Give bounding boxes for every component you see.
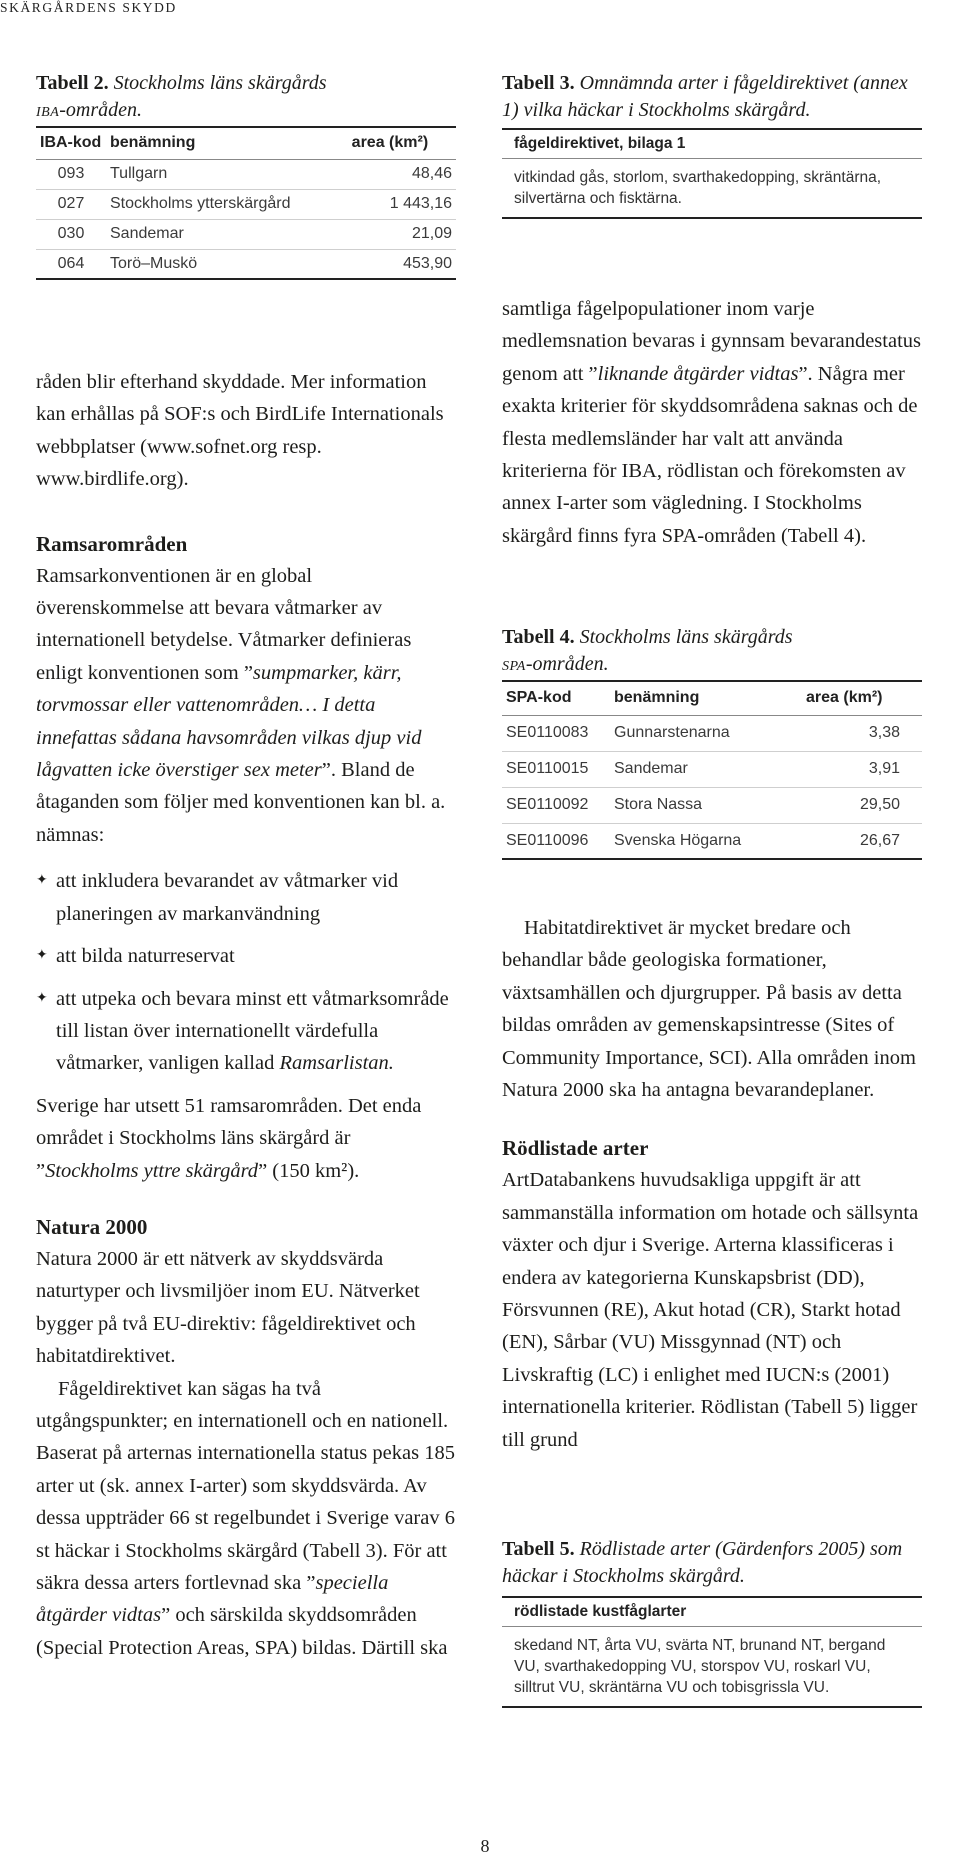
table4-header-code: SPA-kod [502,681,610,715]
table-row [502,715,922,751]
table-cell: Stockholms ytterskärgård [106,189,348,219]
bullet-text: att inkludera bevarandet av våtmarker vid planeringen av markanvändning [56,870,399,925]
table-cell: 027 [36,189,106,219]
table5-block [502,1536,922,1708]
left-para1: råden blir efterhand skyddade. Mer information kan erhållas på SOF:s och BirdLife Internationals webbplatser (www.sofnet.org resp. www.birdlife.org). [36,371,444,491]
table-row [502,823,922,859]
table-cell: 3,91 [802,751,922,787]
bullet-icon: ✦ [36,990,48,1006]
table4-header-name: benämning [610,681,802,715]
list-item [36,983,456,1080]
table-cell: Svenska Högarna [610,823,802,859]
ramsar-p1-b: ”. Bland de åtaganden som följer med konventionen kan bl. a. nämnas: [36,759,446,846]
table2-caption-sc: iba [36,99,60,121]
ramsar-p2-a: Sverige har utsett 51 ramsarområden. Det enda området i Stockholms läns skärgård är ” [36,1094,422,1182]
table4-header-area: area (km²) [802,681,922,715]
table-cell: 030 [36,219,106,249]
table-cell: 064 [36,249,106,279]
list-item [36,940,456,972]
ramsar-p1-a: Ramsarkonventionen är en global överenskommelse att bevara våtmarker av internationell betydelse. Våtmarker definieras enligt konventionen som ” [36,564,412,684]
table5-caption [502,1536,922,1590]
table-cell: 3,38 [802,715,922,751]
natura-p2-b: ” och särskilda skyddsområden (Special Protection Areas, SPA) bildas. Därtill ska [36,1604,448,1659]
ramsar-p2-i: Stockholms yttre skärgård [45,1159,259,1182]
natura-p2-a: Fågeldirektivet kan sägas ha två utgångspunkter; en internationell och en nationell. Baserat på arternas internationella status pekas 185 arter ut (sk. annex I-arter) som skyddsvärda. Av dessa uppträder 66 st regelbundet i Sverige varav 6 st häckar i Stockholms skärgård (Tabell 3). För att säkra dessa arters fortlevnad ska ” [36,1377,455,1594]
right-p1-a: samtliga fågelpopulationer inom varje medlemsnation bevaras i gynnsam bevarandestatus genom att ” [502,298,921,385]
ramsar-heading: Ramsarområden [36,531,188,556]
table-row [502,751,922,787]
left-body [36,366,456,1664]
list-item [36,865,456,930]
ramsar-p1-i: sumpmarker, kärr, torvmossar eller vattenområden… I detta innefattas sådana havsområden vilkas djup vid lågvatten icke överstiger sex meter [36,661,422,782]
table2-caption-tail: -områden. [59,99,143,121]
table4 [502,680,922,860]
table-row [36,219,456,249]
table2-caption-text: Stockholms läns skärgårds [113,72,327,94]
table-cell: 453,90 [348,249,456,279]
table-cell: 1 443,16 [348,189,456,219]
table-cell: Sandemar [106,219,348,249]
table-cell: Stora Nassa [610,787,802,823]
table3-head: fågeldirektivet, bilaga 1 [502,128,922,159]
bullet-icon: ✦ [36,873,48,889]
table-cell: SE0110015 [502,751,610,787]
table5-caption-label: Tabell 5. [502,1538,575,1560]
table-cell: Sandemar [610,751,802,787]
ramsar-p2-b: ” (150 km²). [258,1159,360,1182]
table-cell: 093 [36,159,106,189]
table-row [36,189,456,219]
table-cell: SE0110092 [502,787,610,823]
table-cell: Gunnarstenarna [610,715,802,751]
bullet-italic: Ramsarlistan. [279,1052,394,1075]
table4-caption-text: Stockholms läns skärgårds [579,626,793,648]
table-cell: 26,67 [802,823,922,859]
natura-heading: Natura 2000 [36,1214,148,1239]
table3-caption [502,70,922,124]
page-number: 8 [480,1836,490,1856]
natura-para1: Natura 2000 är ett nätverk av skyddsvärda naturtyper och livsmiljöer inom EU. Nätverket bygger på två EU-direktiv: fågeldirektivet och habitatdirektivet. [36,1247,420,1368]
table-cell: 21,09 [348,219,456,249]
table4-caption-tail: -områden. [525,653,609,675]
natura-para2 [36,1373,456,1665]
table3-body: vitkindad gås, storlom, svarthakedopping, skräntärna, silvertärna och fisktärna. [502,159,922,219]
rodlistade-para: ArtDatabankens huvudsakliga uppgift är att sammanställa information om hotade och sällsynta växter och djur i Sverige. Arterna klassificeras i endera av kategorierna Kunskapsbrist (DD), Försvunnen (RE), Akut hotad (CR), Starkt hotad (EN), Sårbar (VU) Missgynnad (NT) och Livskraftig (LC) i enlighet med IUCN:s (2001) internationella kriterier. Rödlistan (Tabell 5) ligger till grund [502,1169,919,1451]
table2 [36,126,456,280]
table4-caption-label: Tabell 4. [502,626,575,648]
table-cell: SE0110096 [502,823,610,859]
natura-p2-i: speciella åtgärder vidtas [36,1572,389,1627]
rodlistade-heading: Rödlistade arter [502,1136,649,1161]
ramsar-para2 [36,1090,456,1187]
table-row [36,159,456,189]
table-cell: Torö–Muskö [106,249,348,279]
table4-block [502,624,922,860]
table-row [502,787,922,823]
ramsar-bullets [36,865,456,1079]
table-cell: Tullgarn [106,159,348,189]
bullet-text: att bilda naturreservat [56,945,235,968]
right-p1-b: ”. Några mer exakta kriterier för skyddsområdena saknas och de flesta medlemsländer har valt att använda kriterierna för IBA, rödlistan och förekomsten av annex I-arter som vägledning. I Stockholms skärgård finns fyra SPA-områden (Tabell 4). [502,362,918,547]
right-para1 [502,293,922,552]
table-row [36,249,456,279]
table5-head: rödlistade kustfåglarter [502,1596,922,1627]
table4-caption-sc: spa [502,653,526,675]
bullet-text: att utpeka och bevara minst ett våtmarksområde till listan över internationellt värdefulla våtmarker, vanligen kallad [56,987,449,1075]
table2-block [36,70,456,280]
running-head: SKÄRGÅRDENS SKYDD [0,0,177,15]
table-cell: SE0110083 [502,715,610,751]
table5-body: skedand NT, årta VU, svärta NT, brunand NT, bergand VU, svarthakedopping VU, storspov VU, roskarl VU, silltrut VU, skräntärna VU och tobisgrissla VU. [502,1627,922,1708]
table3-block [502,70,922,219]
right-body-2 [502,912,922,1456]
right-p1-i: liknande åtgärder vidtas [597,362,799,385]
bullet-icon: ✦ [36,948,48,964]
table-cell: 48,46 [348,159,456,189]
habitat-para: Habitatdirektivet är mycket bredare och behandlar både geologiska formationer, växtsamhällen och djurgrupper. På basis av detta bildas områden av gemenskapsintresse (Sites of Community Importance, SCI). Alla områden inom Natura 2000 ska ha antagna bevarandeplaner. [502,917,916,1102]
table3-caption-text: Omnämnda arter i fågeldirektivet (annex 1) vilka häckar i Stockholms skärgård. [502,72,908,121]
right-body-1 [502,293,922,552]
table4-caption [502,624,802,678]
table2-header-name: benämning [106,127,348,159]
table2-caption-label: Tabell 2. [36,72,109,94]
table3-caption-label: Tabell 3. [502,72,575,94]
table2-header-code: IBA-kod [36,127,106,159]
table2-caption [36,70,336,124]
table5-caption-text: Rödlistade arter (Gärdenfors 2005) som häckar i Stockholms skärgård. [502,1538,903,1587]
ramsar-para1 [36,560,456,852]
table2-header-area: area (km²) [348,127,456,159]
table-cell: 29,50 [802,787,922,823]
